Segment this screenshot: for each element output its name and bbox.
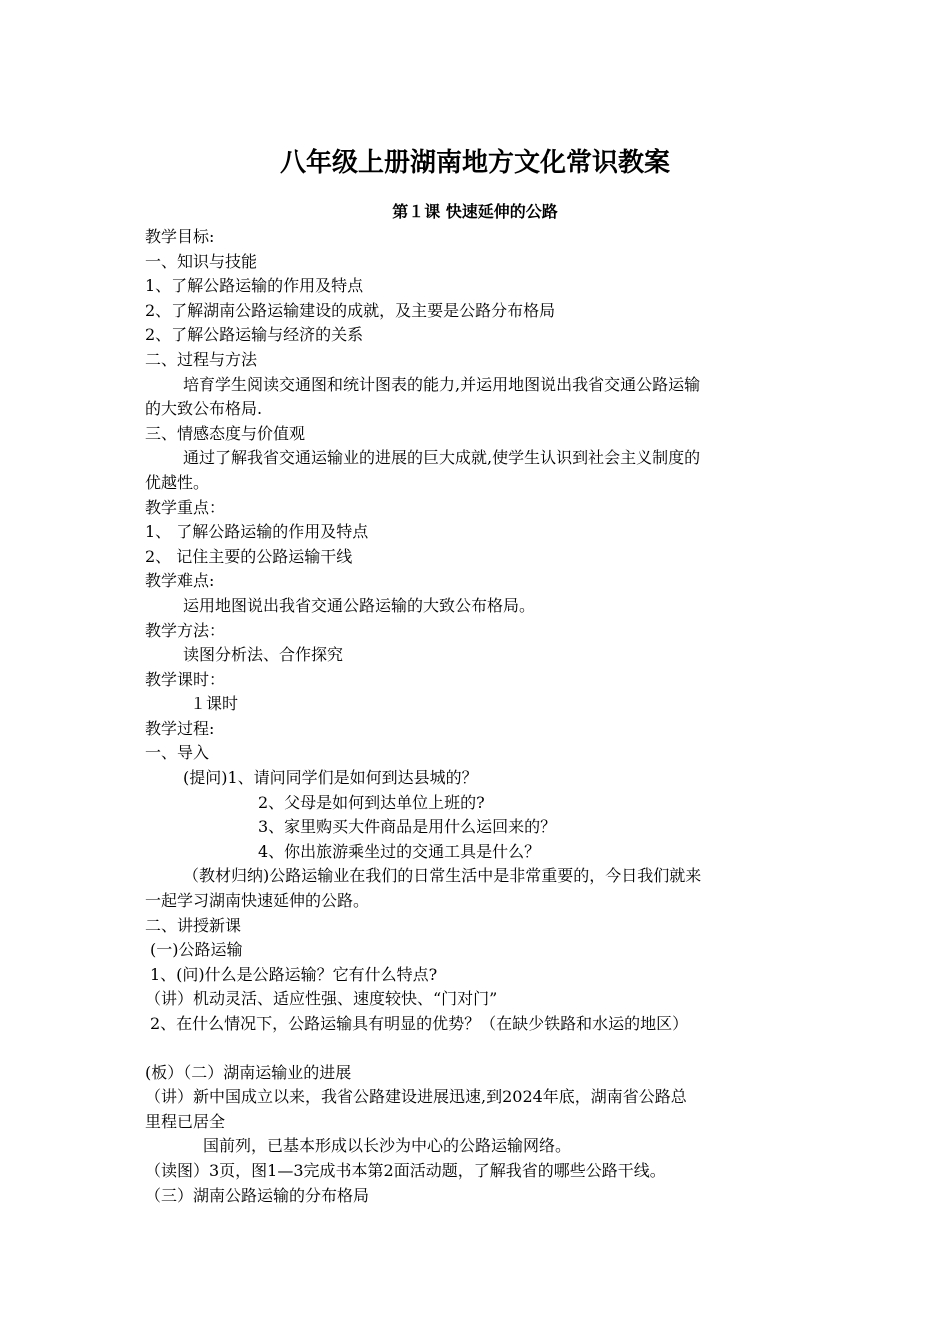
section-heading: 教学重点： xyxy=(145,497,226,517)
list-item: 2、 记住主要的公路运输干线 xyxy=(145,546,353,566)
question-line: 2、父母是如何到达单位上班的? xyxy=(258,792,485,812)
paragraph-line: 运用地图说出我省交通公路运输的大致公布格局。 xyxy=(183,595,536,615)
document-title: 八年级上册湖南地方文化常识教案 xyxy=(279,148,670,178)
paragraph-line: 1、(问)什么是公路运输？它有什么特点? xyxy=(150,964,438,984)
question-line: 3、家里购买大件商品是用什么运回来的？ xyxy=(258,817,557,837)
subsection-heading: (一)公路运输 xyxy=(150,940,243,960)
question-line: 4、你出旅游乘坐过的交通工具是什么？ xyxy=(258,841,541,861)
lesson-title: 第１课 快速延伸的公路 xyxy=(392,202,558,221)
paragraph-line: 一起学习湖南快速延伸的公路。 xyxy=(145,891,370,911)
paragraph-line: 培育学生阅读交通图和统计图表的能力,并运用地图说出我省交通公路运输 xyxy=(183,374,701,394)
paragraph-line: 通过了解我省交通运输业的进展的巨大成就,使学生认识到社会主义制度的 xyxy=(183,448,701,468)
section-heading: 教学过程: xyxy=(145,718,215,738)
list-item: 1、 了解公路运输的作用及特点 xyxy=(145,522,369,542)
section-heading: 二、过程与方法 xyxy=(145,349,258,369)
section-heading: 一、导入 xyxy=(145,743,210,763)
section-heading: 三、情感态度与价值观 xyxy=(145,423,306,443)
subsection-heading: (板）（二）湖南运输业的进展 xyxy=(145,1062,352,1082)
section-heading: 一、知识与技能 xyxy=(145,251,258,271)
subsection-heading: （三）湖南公路运输的分布格局 xyxy=(145,1185,370,1205)
paragraph-line: 的大致公布格局. xyxy=(145,399,263,419)
question-line: (提问)1、请问同学们是如何到达县城的？ xyxy=(183,768,478,788)
section-heading: 教学目标: xyxy=(145,227,215,246)
list-item: 2、了解湖南公路运输建设的成就，及主要是公路分布格局 xyxy=(145,300,556,320)
paragraph-line: 国前列，已基本形成以长沙为中心的公路运输网络。 xyxy=(203,1136,572,1156)
paragraph-line: １课时 xyxy=(190,694,239,714)
list-item: 2、了解公路运输与经济的关系 xyxy=(145,325,364,345)
document-body xyxy=(145,225,810,1208)
paragraph-line: （教材归纳)公路运输业在我们的日常生活中是非常重要的，今日我们就来 xyxy=(183,866,702,886)
section-heading: 教学课时： xyxy=(145,669,226,689)
paragraph-line: （讲）机动灵活、适应性强、速度较快、“门对门” xyxy=(145,989,498,1009)
section-heading: 教学难点: xyxy=(145,571,215,591)
blank-line xyxy=(145,1037,810,1061)
paragraph-line: 优越性。 xyxy=(145,472,210,492)
list-item: 1、了解公路运输的作用及特点 xyxy=(145,276,364,296)
paragraph-line: 2、在什么情况下，公路运输具有明显的优势？（在缺少铁路和水运的地区） xyxy=(150,1014,689,1033)
paragraph-line: 里程已居全 xyxy=(145,1111,226,1131)
paragraph-line: 读图分析法、合作探究 xyxy=(183,645,344,665)
section-heading: 二、讲授新课 xyxy=(145,915,242,935)
section-heading: 教学方法： xyxy=(145,620,226,640)
paragraph-line: （讲）新中国成立以来，我省公路建设进展迅速,到2024年底，湖南省公路总 xyxy=(145,1087,687,1107)
paragraph-line: （读图）3页，图1—3完成书本第2面活动题，了解我省的哪些公路干线。 xyxy=(145,1160,666,1180)
